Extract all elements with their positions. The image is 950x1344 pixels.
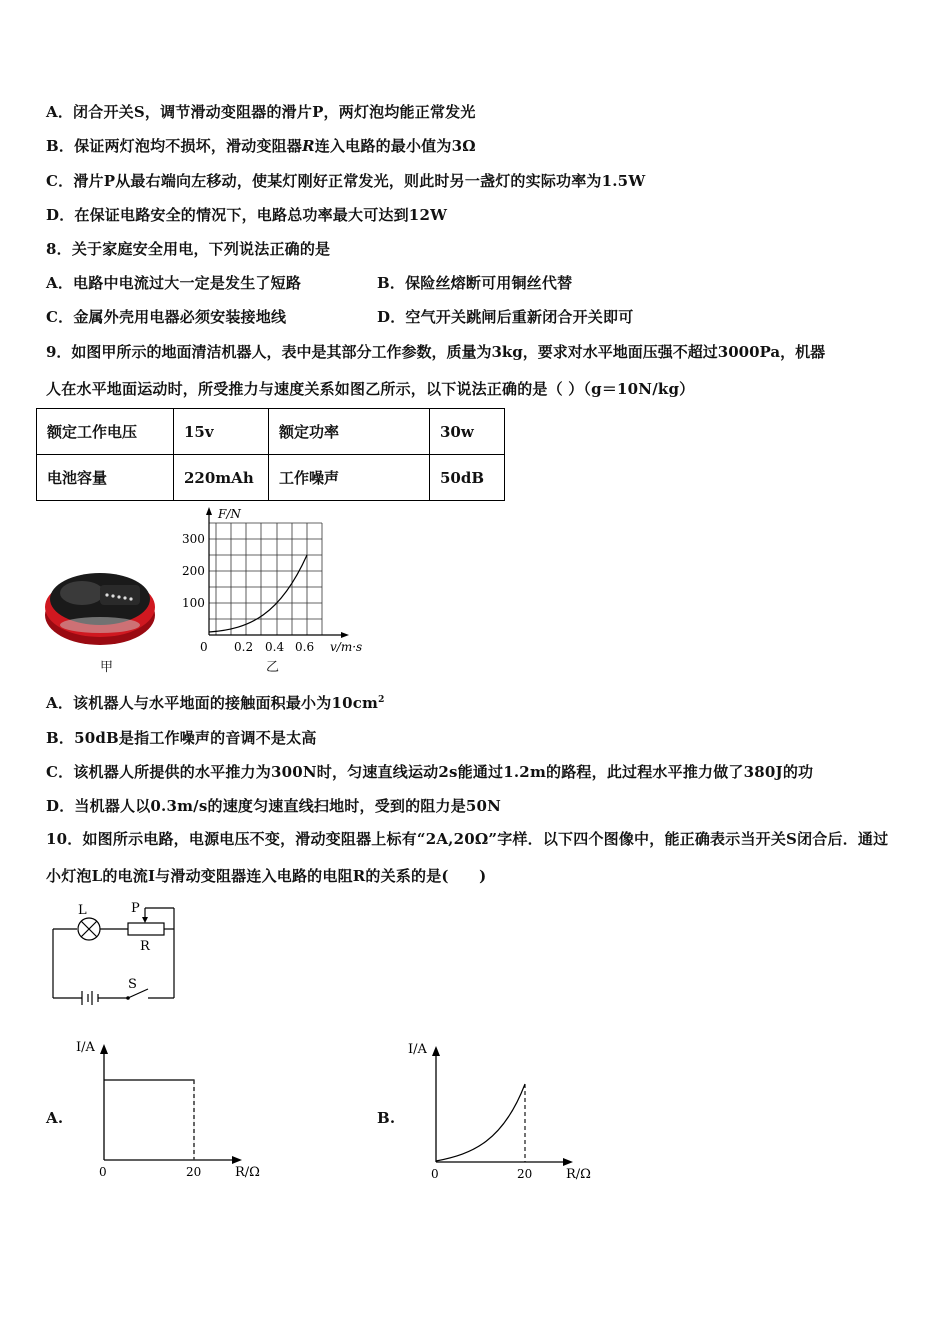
- q9-option-a: [46, 692, 385, 713]
- y-axis-label: I/A: [408, 1042, 427, 1057]
- q7-option-b-post: 连入电路的最小值为3Ω: [314, 137, 476, 155]
- y-tick-label: 200: [182, 564, 205, 578]
- q9-option-a-text: A．该机器人与水平地面的接触面积最小为10cm: [46, 694, 379, 712]
- q8-option-a: A．电路中电流过大一定是发生了短路: [46, 274, 302, 292]
- x-tick-label: 0: [200, 640, 208, 654]
- q8-option-c: C．金属外壳用电器必须安装接地线: [46, 308, 287, 326]
- table-row: [37, 409, 505, 455]
- slider-label: P: [131, 901, 140, 916]
- q9-stem-line1: 9．如图甲所示的地面清洁机器人，表中是其部分工作参数，质量为3kg，要求对水平地面压强不超过3000Pa，机器: [46, 343, 826, 361]
- resistor-symbol: [128, 923, 164, 935]
- q9-option-a-sup: 2: [378, 695, 385, 705]
- q7-option-a: A．闭合开关S，调节滑动变阻器的滑片P，两灯泡均能正常发光: [46, 103, 476, 121]
- x-axis-arrow: [341, 632, 349, 638]
- table-cell: 工作噪声: [269, 455, 430, 501]
- table-cell: 50dB: [430, 455, 505, 501]
- current-curve: [436, 1084, 525, 1161]
- resistor-label: R: [140, 939, 150, 954]
- x-tick-label: 0.2: [234, 640, 254, 654]
- switch-label: S: [128, 977, 137, 992]
- current-line: [104, 1080, 194, 1160]
- q10-option-b-label: B.: [377, 1109, 396, 1127]
- table-cell: 电池容量: [37, 455, 174, 501]
- q7-option-c: C．滑片P从最右端向左移动，使某灯刚好正常发光，则此时另一盏灯的实际功率为1.5W: [46, 172, 646, 190]
- circuit-diagram: [48, 895, 188, 1007]
- q9-stem-line2: 人在水平地面运动时，所受推力与速度关系如图乙所示，以下说法正确的是（ ）（g＝10N/kg）: [46, 380, 695, 398]
- q8-option-d: D．空气开关跳闸后重新闭合开关即可: [377, 308, 634, 326]
- table-cell: 额定功率: [269, 409, 430, 455]
- x-axis-label: v/m·s: [330, 640, 363, 654]
- q7-option-d: D．在保证电路安全的情况下，电路总功率最大可达到12W: [46, 206, 448, 224]
- robot-vacuum-image: [42, 555, 162, 650]
- fig-label-jia: 甲: [100, 660, 114, 675]
- q10-graph-a: [70, 1034, 270, 1184]
- y-tick-label: 100: [182, 596, 205, 610]
- x-tick-label: 0.6: [295, 640, 315, 654]
- q10-graph-b: [403, 1036, 603, 1186]
- x-tick-label: 0.4: [265, 640, 285, 654]
- y-axis-label: I/A: [76, 1040, 95, 1055]
- x-axis-label: R/Ω: [235, 1165, 260, 1180]
- q8-option-b: B．保险丝熔断可用铜丝代替: [377, 274, 573, 292]
- q10-option-a-label: A.: [46, 1109, 64, 1127]
- q9-option-c: C．该机器人所提供的水平推力为300N时，匀速直线运动2s能通过1.2m的路程，此过程水平推力做了380J的功: [46, 763, 814, 781]
- force-velocity-graph: [180, 505, 370, 665]
- q9-option-b: B．50dB是指工作噪声的音调不是太高: [46, 729, 317, 747]
- x-tick-label: 20: [517, 1167, 533, 1181]
- y-axis-label: F/N: [218, 507, 241, 521]
- table-cell: 30w: [430, 409, 505, 455]
- table-row: [37, 455, 505, 501]
- q8-stem: 8．关于家庭安全用电，下列说法正确的是: [46, 240, 331, 258]
- fig-label-yi: 乙: [266, 660, 280, 675]
- y-tick-label: 300: [182, 532, 205, 546]
- lamp-label: L: [78, 903, 87, 918]
- table-cell: 额定工作电压: [37, 409, 174, 455]
- x-tick-label: 0: [99, 1165, 107, 1179]
- robot-params-table: [36, 408, 505, 501]
- q7-option-b: [46, 135, 476, 156]
- q9-option-d: D．当机器人以0.3m/s的速度匀速直线扫地时，受到的阻力是50N: [46, 797, 502, 815]
- graph-grid: [209, 523, 322, 635]
- q7-option-b-var: R: [302, 137, 315, 155]
- x-axis-label: R/Ω: [566, 1167, 591, 1182]
- y-axis-arrow: [206, 507, 212, 515]
- table-cell: 220mAh: [174, 455, 269, 501]
- table-cell: 15v: [174, 409, 269, 455]
- q10-stem: 10．如图所示电路，电源电压不变，滑动变阻器上标有“2A,20Ω”字样．以下四个图像中，能正确表示当开关S闭合后．通过小灯泡L的电流I与滑动变阻器连入电路的电阻R的关系的是( ): [46, 830, 889, 885]
- x-tick-label: 20: [186, 1165, 202, 1179]
- q7-option-b-pre: B．保证两灯泡均不损坏，滑动变阻器: [46, 137, 303, 155]
- x-tick-label: 0: [431, 1167, 439, 1181]
